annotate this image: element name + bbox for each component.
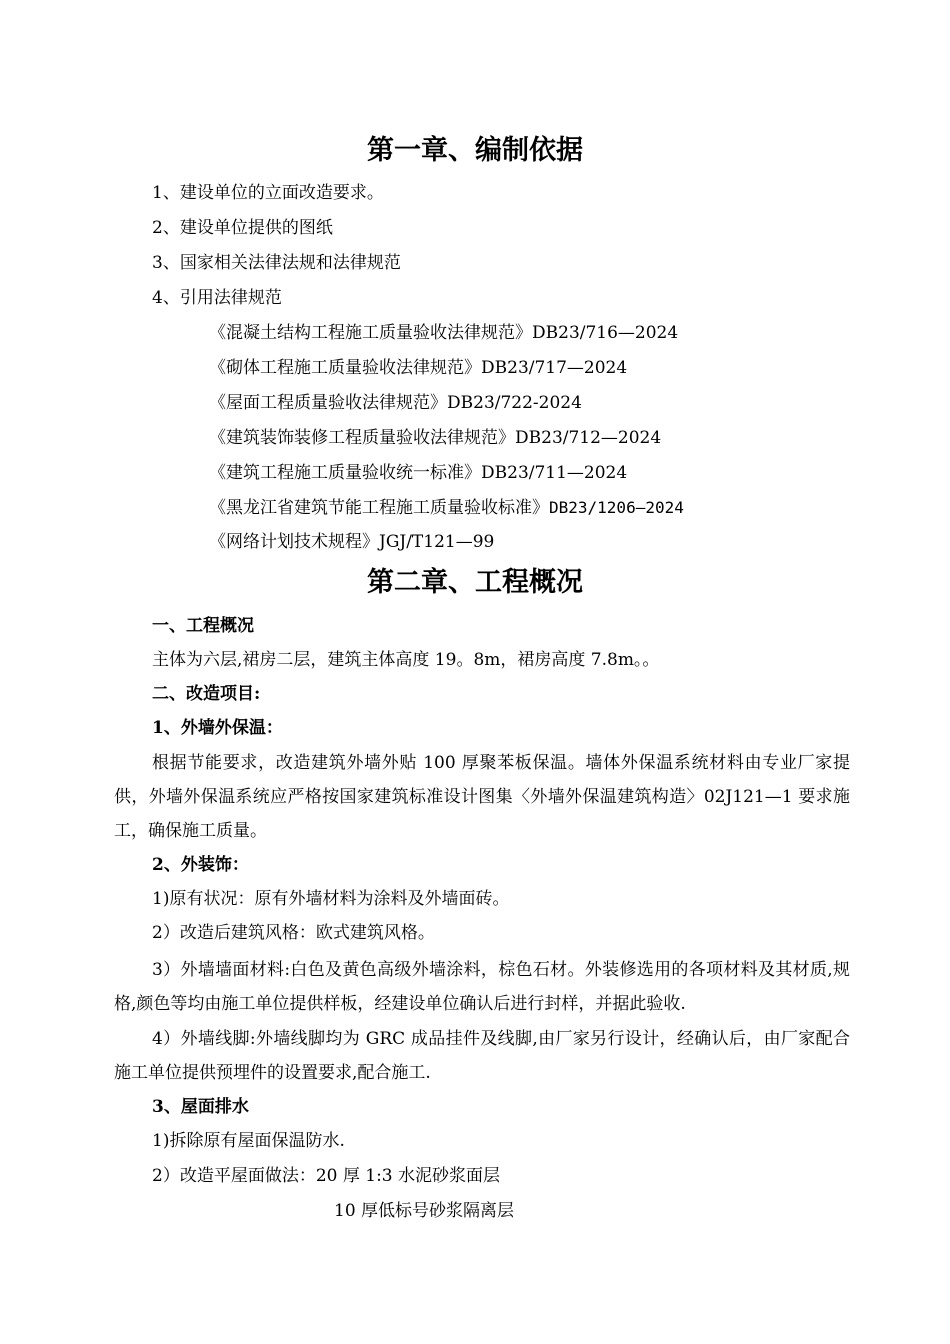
standard-item: 《砌体工程施工质量验收法律规范》DB23/717—2024 [209,358,628,378]
item-heading: 2、外装饰： [152,855,249,875]
item-heading: 1、外墙外保温： [152,718,283,738]
item-heading: 3、屋面排水 [152,1097,249,1117]
standard-item: 《建筑装饰装修工程质量验收法律规范》DB23/712—2024 [209,428,662,448]
standard-item: 《网络计划技术规程》JGJ/T121—99 [209,532,495,552]
standard-item: 《混凝土结构工程施工质量验收法律规范》DB23/716—2024 [209,323,679,343]
basis-item-1: 1、建设单位的立面改造要求。 [152,183,384,203]
section-heading: 一、工程概况 [152,616,254,636]
basis-item-3: 3、国家相关法律法规和法律规范 [152,253,401,273]
basis-item-2: 2、建设单位提供的图纸 [152,218,333,238]
standard-item [209,496,684,520]
section-heading: 二、改造项目: [152,684,261,704]
decoration-paragraph: 4）外墙线脚:外墙线脚均为 GRC 成品挂件及线脚,由厂家另行设计，经确认后，由厂家配合施工单位提供预埋件的设置要求,配合施工. [114,1029,850,1083]
roof-line: 1)拆除原有屋面保温防水. [152,1131,345,1151]
roof-line: 2）改造平屋面做法：20 厚 1:3 水泥砂浆面层 [152,1166,501,1186]
decoration-line: 2）改造后建筑风格：欧式建筑风格。 [152,923,435,943]
roof-layer: 10 厚低标号砂浆隔离层 [334,1201,515,1221]
standard-item: 《屋面工程质量验收法律规范》DB23/722-2024 [209,393,582,413]
decoration-line: 1)原有状况：原有外墙材料为涂料及外墙面砖。 [152,889,510,909]
chapter2-title: 第二章、工程概况 [367,567,583,598]
overview-text: 主体为六层,裙房二层，建筑主体高度 19。8m，裙房高度 7.8m。。 [152,650,660,670]
decoration-paragraph: 3）外墙墙面材料:白色及黄色高级外墙涂料，棕色石材。外装修选用的各项材料及其材质,规格,颜色等均由施工单位提供样板，经建设单位确认后进行封样，并据此验收. [114,960,850,1014]
basis-item-4: 4、引用法律规范 [152,288,282,308]
standard-title: 《黑龙江省建筑节能工程施工质量验收标准》 [209,498,549,518]
standard-code: DB23/1206—2024 [549,498,684,517]
insulation-paragraph: 根据节能要求，改造建筑外墙外贴 100 厚聚苯板保温。墙体外保温系统材料由专业厂家提供，外墙外保温系统应严格按国家建筑标准设计图集〈外墙外保温建筑构造〉02J121—1 要求施工，确保施工质量。 [114,753,850,841]
chapter1-title: 第一章、编制依据 [367,135,583,166]
standard-item: 《建筑工程施工质量验收统一标准》DB23/711—2024 [209,463,628,483]
